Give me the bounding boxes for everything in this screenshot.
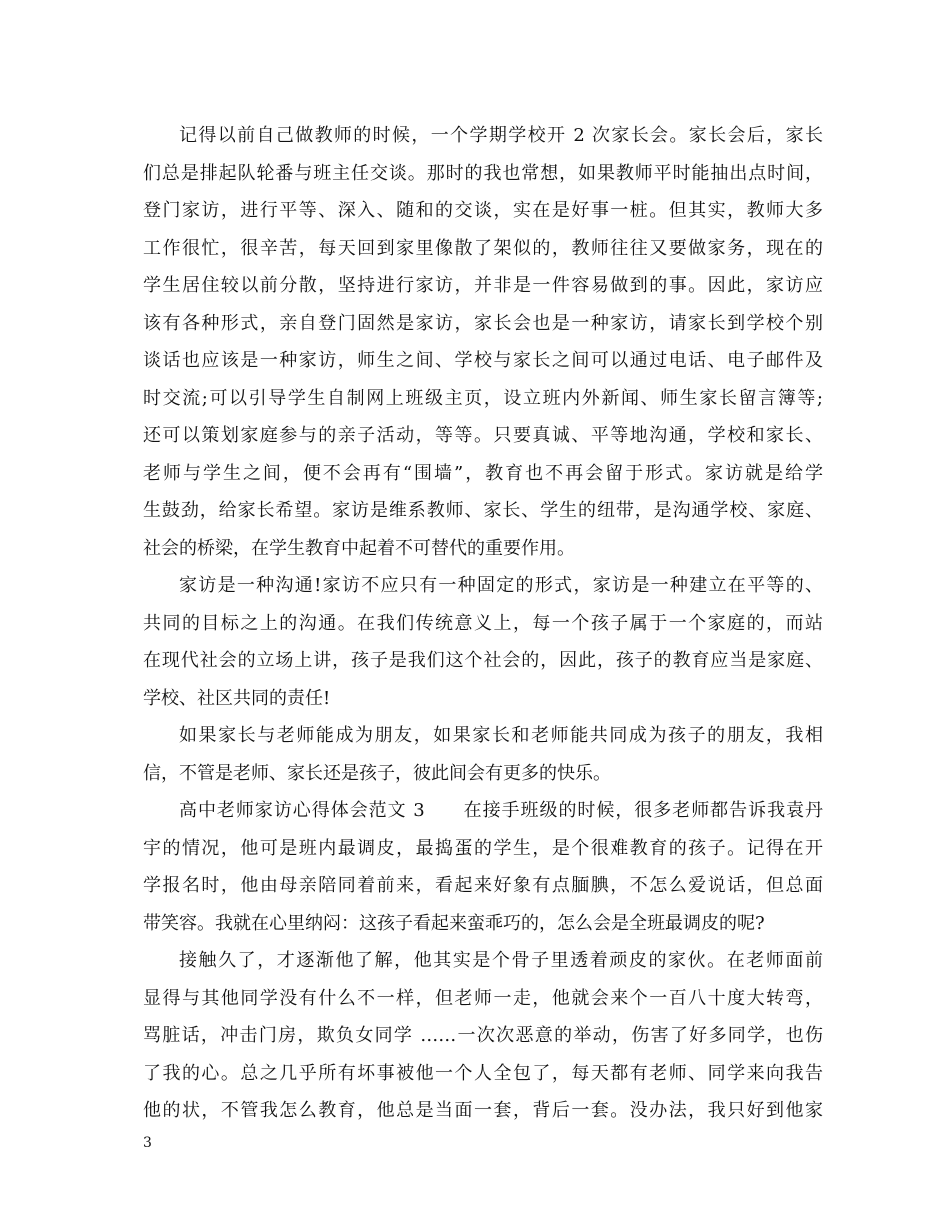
page-number: 3 bbox=[143, 1135, 152, 1151]
text-line: 宇的情况，他可是班内最调皮，最捣蛋的学生，是个很难教育的孩子。记得在开 bbox=[143, 837, 823, 859]
text-line: 工作很忙，很辛苦，每天回到家里像散了架似的，教师往往又要做家务，现在的 bbox=[143, 237, 823, 259]
text-line: 接触久了，才逐渐他了解，他其实是个骨子里透着顽皮的家伙。在老师面前 bbox=[179, 950, 823, 971]
text-line: 他的状，不管我怎么教育，他总是当面一套，背后一套。没办法，我只好到他家 bbox=[143, 1100, 823, 1121]
text-line: 信，不管是老师、家长还是孩子，彼此间会有更多的快乐。 bbox=[143, 762, 611, 784]
text-line: 时交流;可以引导学生自制网上班级主页，设立班内外新闻、师生家长留言簿等; bbox=[143, 387, 823, 409]
text-line: 登门家访，进行平等、深入、随和的交谈，实在是好事一桩。但其实，教师大多 bbox=[143, 200, 823, 221]
text-line: 共同的目标之上的沟通。在我们传统意义上，每一个孩子属于一个家庭的，而站 bbox=[143, 612, 823, 634]
text-line: 带笑容。我就在心里纳闷：这孩子看起来蛮乖巧的，怎么会是全班最调皮的呢? bbox=[143, 912, 765, 934]
text-line: 老师与学生之间，便不会再有“围墙”，教育也不再会留于形式。家访就是给学 bbox=[143, 462, 823, 484]
text-line: 了我的心。总之几乎所有坏事被他一个人全包了，每天都有老师、同学来向我告 bbox=[143, 1062, 823, 1084]
text-line: 生鼓劲，给家长希望。家访是维系教师、家长、学生的纽带，是沟通学校、家庭、 bbox=[143, 500, 823, 521]
text-line: 该有各种形式，亲自登门固然是家访，家长会也是一种家访，请家长到学校个别 bbox=[143, 312, 823, 334]
text-line: 在现代社会的立场上讲，孩子是我们这个社会的，因此，孩子的教育应当是家庭、 bbox=[143, 650, 823, 671]
text-line: 学报名时，他由母亲陪同着前来，看起来好象有点腼腆，不怎么爱说话，但总面 bbox=[143, 875, 823, 896]
text-line: 显得与其他同学没有什么不一样，但老师一走，他就会来个一百八十度大转弯， bbox=[143, 987, 823, 1009]
text-line: 学校、社区共同的责任! bbox=[143, 687, 331, 709]
text-line: 学生居住较以前分散，坚持进行家访，并非是一件容易做到的事。因此，家访应 bbox=[143, 275, 823, 296]
text-line: 们总是排起队轮番与班主任交谈。那时的我也常想，如果教师平时能抽出点时间， bbox=[143, 162, 823, 184]
text-line: 还可以策划家庭参与的亲子活动，等等。只要真诚、平等地沟通，学校和家长、 bbox=[143, 425, 823, 446]
text-line: 家访是一种沟通!家访不应只有一种固定的形式，家访是一种建立在平等的、 bbox=[179, 575, 823, 596]
text-line: 谈话也应该是一种家访，师生之间、学校与家长之间可以通过电话、电子邮件及 bbox=[143, 350, 823, 371]
text-line: 如果家长与老师能成为朋友，如果家长和老师能共同成为孩子的朋友，我相 bbox=[179, 725, 823, 746]
text-line: 记得以前自己做教师的时候，一个学期学校开 2 次家长会。家长会后，家长 bbox=[179, 125, 823, 146]
text-line: 高中老师家访心得体会范文 3 在接手班级的时候，很多老师都告诉我袁丹 bbox=[179, 800, 823, 821]
text-line: 社会的桥梁，在学生教育中起着不可替代的重要作用。 bbox=[143, 537, 575, 559]
body-text bbox=[143, 117, 823, 1130]
text-line: 骂脏话，冲击门房，欺负女同学 ……一次次恶意的举动，伤害了好多同学，也伤 bbox=[143, 1025, 823, 1046]
